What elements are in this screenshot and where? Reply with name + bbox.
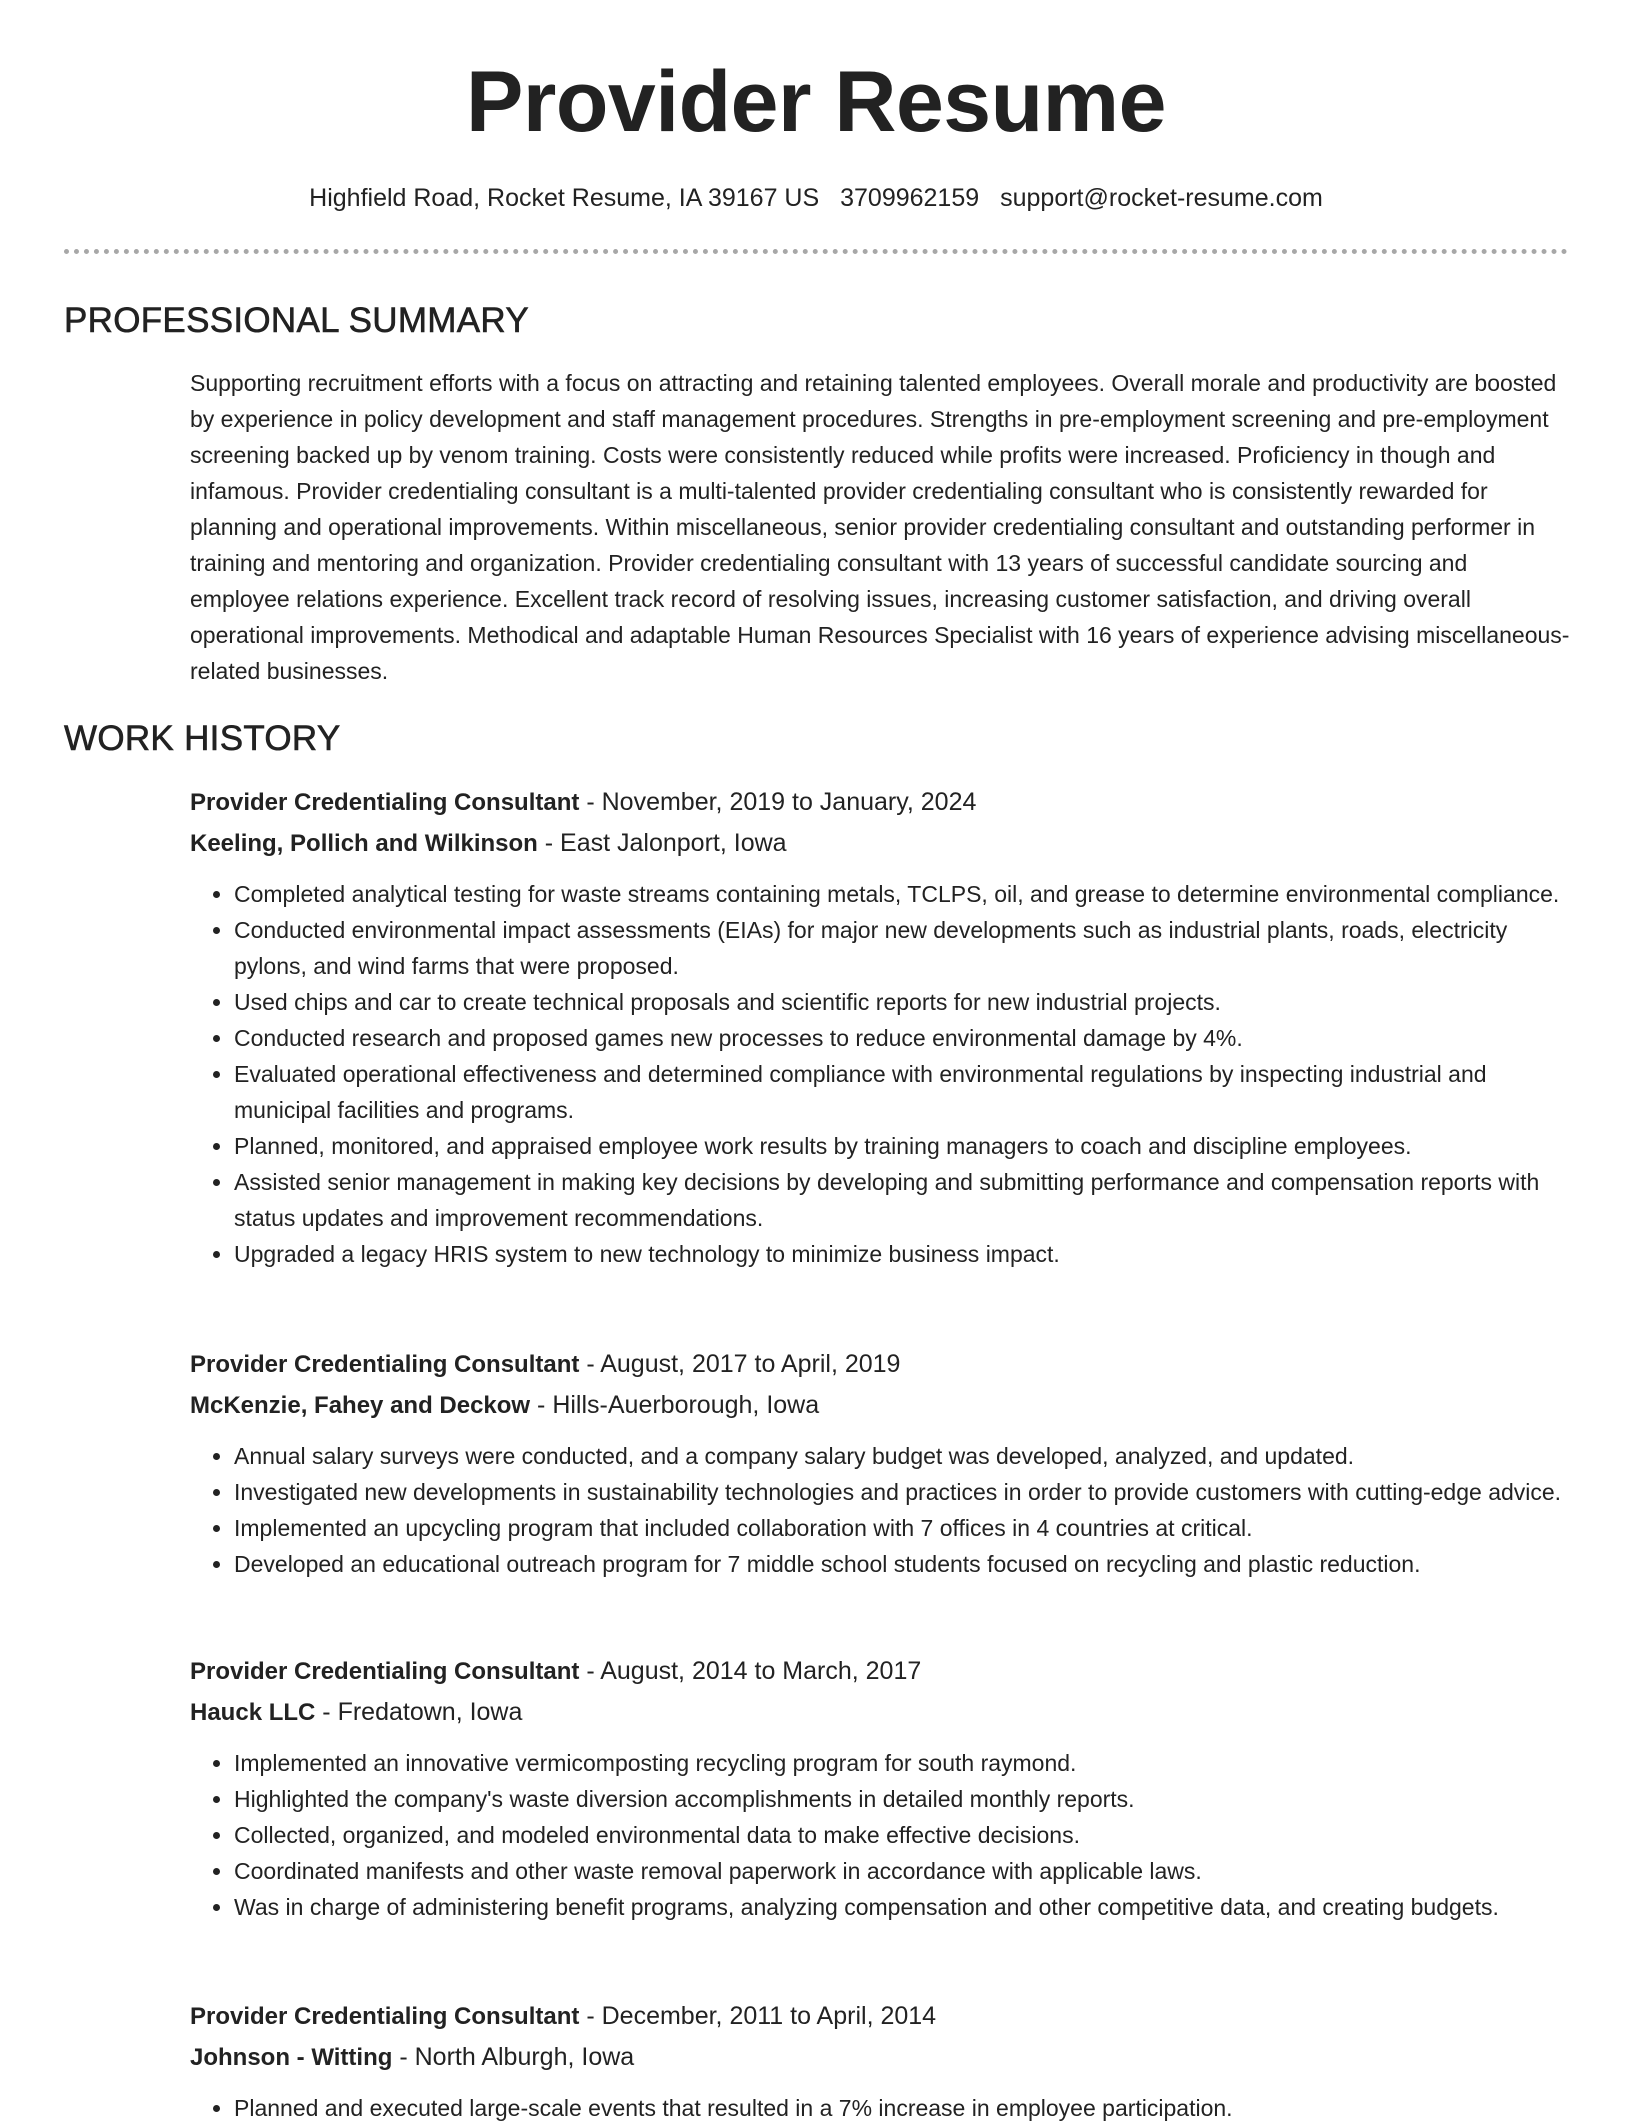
job-location: - Fredatown, Iowa [315, 1698, 523, 1726]
header-divider [64, 249, 1568, 254]
job-bullet: • Coordinated manifests and other waste removal paperwork in accordance with applicable laws. [234, 1853, 1570, 1889]
job-company-line [190, 823, 1570, 864]
contact-phone: 3709962159 [840, 184, 980, 212]
job-bullet: • Collected, organized, and modeled environmental data to make effective decisions. [234, 1817, 1570, 1853]
job-title-line [190, 1344, 1570, 1385]
job-location: - Hills-Auerborough, Iowa [530, 1391, 820, 1419]
job-bullet: • Evaluated operational effectiveness and determined compliance with environmental regulations by inspecting industrial and municipal facilities and programs. [234, 1056, 1570, 1128]
job-bullet: • Conducted research and proposed games new processes to reduce environmental damage by 4%. [234, 1020, 1570, 1056]
section-title-work-history: WORK HISTORY [64, 719, 341, 758]
job-bullet: • Annual salary surveys were conducted, and a company salary budget was developed, analyzed, and updated. [234, 1438, 1570, 1474]
job-company: McKenzie, Fahey and Deckow [190, 1392, 531, 1419]
job-bullet: • Planned, monitored, and appraised employee work results by training managers to coach and discipline employees. [234, 1128, 1570, 1164]
job-bullet: • Conducted environmental impact assessments (EIAs) for major new developments such as industrial plants, roads, electricity pylons, and wind farms that were proposed. [234, 912, 1570, 984]
job-bullet: • Upgraded a legacy HRIS system to new technology to minimize business impact. [234, 1236, 1570, 1272]
section-title-summary: PROFESSIONAL SUMMARY [64, 301, 529, 340]
job-title: Provider Credentialing Consultant [190, 789, 580, 816]
job-bullets [190, 1745, 1570, 1925]
job-bullet: • Investigated new developments in sustainability technologies and practices in order to provide customers with cutting-edge advice. [234, 1474, 1570, 1510]
job-title-line [190, 782, 1570, 823]
job-location: - North Alburgh, Iowa [392, 2043, 635, 2071]
job-company: Keeling, Pollich and Wilkinson [190, 830, 538, 857]
contact-line [0, 180, 1632, 216]
job-bullet: • Completed analytical testing for waste streams containing metals, TCLPS, oil, and grease to determine environmental compliance. [234, 876, 1570, 912]
job-entry [190, 1344, 1570, 1582]
job-bullet: • Developed an educational outreach program for 7 middle school students focused on recycling and plastic reduction. [234, 1546, 1570, 1582]
job-title: Provider Credentialing Consultant [190, 1351, 580, 1378]
job-bullet: • Implemented an innovative vermicomposting recycling program for south raymond. [234, 1745, 1570, 1781]
job-entry [190, 782, 1570, 1272]
job-title: Provider Credentialing Consultant [190, 1658, 580, 1685]
job-bullet: • Implemented an upcycling program that included collaboration with 7 offices in 4 countries at critical. [234, 1510, 1570, 1546]
job-bullet: • Assisted senior management in making key decisions by developing and submitting performance and compensation reports with status updates and improvement recommendations. [234, 1164, 1570, 1236]
resume-title: Provider Resume [466, 54, 1166, 150]
contact-email[interactable]: support@rocket-resume.com [1000, 184, 1323, 212]
job-company-line [190, 1692, 1570, 1733]
job-location: - East Jalonport, Iowa [537, 829, 787, 857]
job-title-line [190, 1996, 1570, 2037]
job-dates: - December, 2011 to April, 2014 [579, 2002, 937, 2030]
job-bullet: • Highlighted the company's waste diversion accomplishments in detailed monthly reports. [234, 1781, 1570, 1817]
summary-text: Supporting recruitment efforts with a focus on attracting and retaining talented employees. Overall morale and productivity are boosted by experience in policy development and staff management procedures. Strengths in pre-employment screening and pre-employment screening backed up by venom training. Costs were consistently reduced while profits were increased. Proficiency in though and infamous. Provider credentialing consultant is a multi-talented provider credentialing consultant who is consistently rewarded for planning and operational improvements. Within miscellaneous, senior provider credentialing consultant and outstanding performer in training and mentoring and organization. Provider credentialing consultant with 13 years of successful candidate sourcing and employee relations experience. Excellent track record of resolving issues, increasing customer satisfaction, and driving overall operational improvements. Methodical and adaptable Human Resources Specialist with 16 years of experience advising miscellaneous-related businesses. [190, 370, 1570, 684]
job-company: Hauck LLC [190, 1699, 316, 1726]
job-bullet: • Was in charge of administering benefit programs, analyzing compensation and other competitive data, and creating budgets. [234, 1889, 1570, 1925]
job-bullets [190, 1438, 1570, 1582]
job-dates: - August, 2014 to March, 2017 [579, 1657, 922, 1685]
job-dates: - November, 2019 to January, 2024 [579, 788, 977, 816]
job-title-line [190, 1651, 1570, 1692]
job-entry [190, 1996, 1570, 2126]
job-entry [190, 1651, 1570, 1925]
job-dates: - August, 2017 to April, 2019 [579, 1350, 901, 1378]
job-bullet: • Used chips and car to create technical proposals and scientific reports for new industrial projects. [234, 984, 1570, 1020]
job-bullets [190, 2090, 1570, 2126]
job-company-line [190, 1385, 1570, 1426]
job-bullets [190, 876, 1570, 1272]
job-company-line [190, 2037, 1570, 2078]
contact-address: Highfield Road, Rocket Resume, IA 39167 US [309, 184, 820, 212]
job-title: Provider Credentialing Consultant [190, 2003, 580, 2030]
job-company: Johnson - Witting [190, 2044, 393, 2071]
job-bullet: • Planned and executed large-scale events that resulted in a 7% increase in employee participation. [234, 2090, 1570, 2126]
